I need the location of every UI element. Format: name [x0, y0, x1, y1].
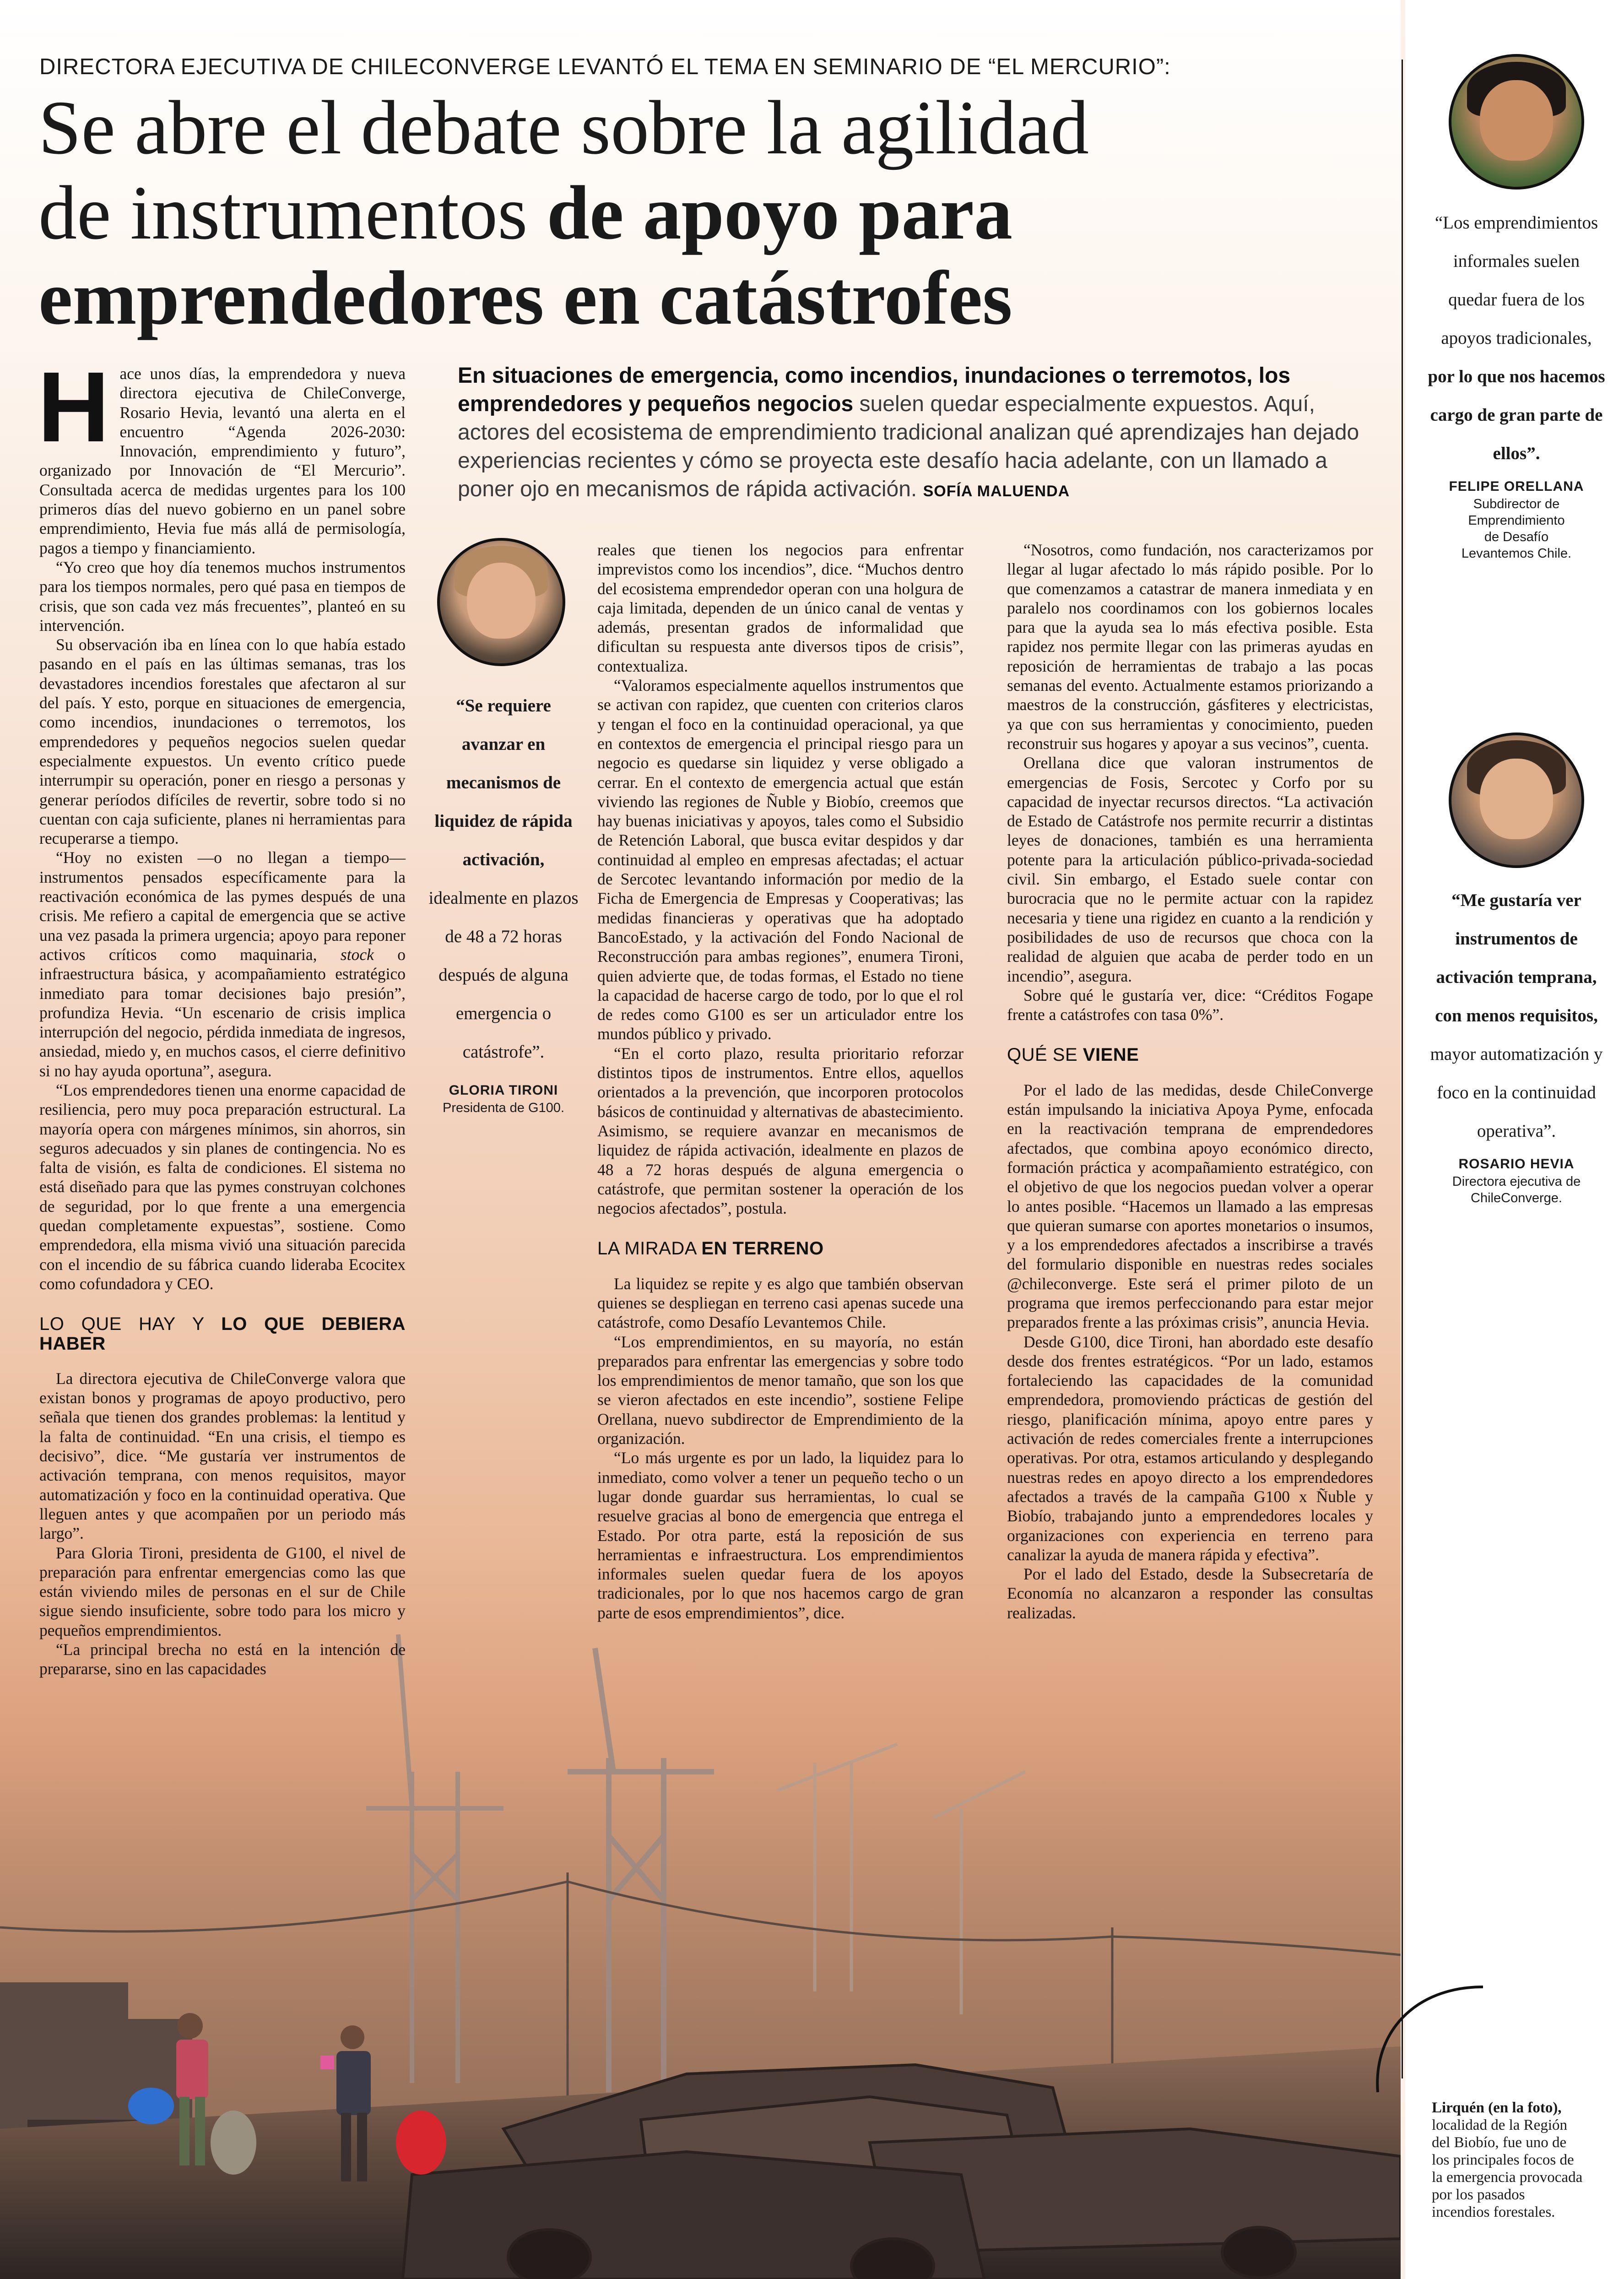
lede: [458, 362, 1369, 505]
article-column-4: [1007, 540, 1373, 1622]
byline: SOFÍA MALUENDA: [923, 483, 1070, 500]
paragraph: “En el corto plazo, resulta prioritario reforzar distintos tipos de instrumentos. Entre ellos, aquellos orientados a la prevención, que incorporen protocolos básicos de continuidad y alternativas de abastecimiento. Asimismo, se requiere avanzar en mecanismos de liquidez de rápida activación, idealmente en plazos de 48 a 72 horas después de alguna emergencia o catástrofe, que permitan sostener la operación de los negocios afectados”, postula.: [597, 1044, 964, 1218]
headline-line-2: [38, 170, 1274, 255]
paragraph: “Valoramos especialmente aquellos instrumentos que se activan con rapidez, que cuenten con criterios claros y tengan el foco en la continuidad operacional, ya que en contextos de emergencia el principal riesgo para un negocio es quedarse sin liquidez y verse obligado a cerrar. En el contexto de emergencia actual que están viviendo las regiones de Ñuble y Biobío, creemos que hay buenas iniciativas y apoyos, tales como el Subsidio de Retención Laboral, que busca evitar despidos y dar continuidad al empleo en empresas afectadas; el actuar de Sercotec levantando información por medio de la Ficha de Emergencia de Empresas y Cooperativas; las medidas financieras y operativas que ha adoptado BancoEstado, y la activación del Fondo Nacional de Reconstrucción para ambas regiones”, enumera Tironi, quien advierte que, de todas formas, el Estado no tiene la capacidad de hacerse cargo de todo, por lo que el rol de redes como G100 es ser un articulador entre los mundos público y privado.: [597, 676, 964, 1043]
paragraph: Por el lado del Estado, desde la Subsecretaría de Economía no alcanzaron a responder las consultas realizadas.: [1007, 1565, 1373, 1622]
photo-gloria-tironi: [437, 538, 565, 666]
quote-text: mayor automatización y foco en la continuidad operativa”.: [1430, 1044, 1603, 1141]
quote-bold: por lo que nos hacemos cargo de gran parte de ellos”.: [1428, 367, 1605, 463]
quote-text: idealmente en plazos de 48 a 72 horas después de alguna emergencia o catástrofe”.: [428, 888, 579, 1062]
paragraph: Desde G100, dice Tironi, han abordado este desafío desde dos frentes estratégicos. “Por un lado, estamos fortaleciendo las capacidades de la comunidad emprendedora, promoviendo prácticas de gestión del riesgo, planificación mínima, apoyo entre pares y activación de redes comerciales frente a interrupciones operativas. Por otra, estamos articulando y desplegando nuestras redes en apoyo directo a los emprendedores afectados a través de la campaña G100 x Ñuble y Biobío, trabajando junto a emprendedores locales y organizaciones con experiencia en terreno para canalizar la ayuda de manera rápida y efectiva”.: [1007, 1332, 1373, 1564]
paragraph: “La principal brecha no está en la intención de prepararse, sino en las capacidades: [39, 1640, 406, 1678]
quote-attribution-role: Directora ejecutiva de ChileConverge.: [1452, 1174, 1581, 1205]
subhead-bold: VIENE: [1083, 1045, 1139, 1065]
lede-bold: En situaciones de emergencia, como incendios, inundaciones o terremotos, los emprendedores y pequeños negocios: [458, 364, 1291, 416]
quote-attribution-name: ROSARIO HEVIA: [1458, 1156, 1575, 1172]
headline-line-3-bold: emprendedores en catástrofes: [38, 255, 1012, 341]
paragraph: [39, 848, 406, 1080]
paragraph: [38, 352, 406, 558]
quote-attribution-name: FELIPE ORELLANA: [1449, 479, 1584, 494]
column-divider: [1402, 60, 1403, 2078]
subhead-regular: QUÉ SE: [1007, 1045, 1083, 1065]
subhead-la-mirada: [597, 1239, 964, 1258]
paragraph: Su observación iba en línea con lo que había estado pasando en el país en las últimas semanas, tras los devastadores incendios forestales que afectaron al sur del país. Y esto, porque en situaciones de emergencia, como incendios, inundaciones o terremotos, los emprendedores y pequeños negocios suelen quedar especialmente expuestos. Un evento crítico puede interrumpir su operación, poner en riesgo a personas y generar períodos difíciles de revertir, sobre todo si no cuentan con caja suficiente, planes ni herramientas para recuperarse a tiempo.: [39, 635, 406, 848]
paragraph: Orellana dice que valoran instrumentos de emergencias de Fosis, Sercotec y Corfo por su capacidad de inyectar recursos directos. “La activación de Estado de Catástrofe nos permite recurrir a distintas leyes de donaciones, también es una herramienta potente para la articulación público-privada-sociedad civil. Sin embargo, el Estado suele contar con burocracia que no le permite actuar con la rapidez necesaria y tiene una rigidez en cuanto a la rendición y posibilidades de uso de recursos que choca con la realidad de alguien que acaba de perder todo en un incendio”, asegura.: [1007, 754, 1373, 985]
headline: [38, 85, 1274, 341]
paragraph: La liquidez se repite y es algo que también observan quienes se despliegan en terreno casi apenas sucede una catástrofe, como Desafío Levantemos Chile.: [597, 1274, 964, 1332]
paragraph: Por el lado de las medidas, desde ChileConverge están impulsando la iniciativa Apoya Pyme, enfocada en la reactivación temprana de emprendedores afectados, que combina apoyo económico directo, formación práctica y acompañamiento estratégico, con el objetivo de que los negocios puedan volver a operar lo antes posible. “Hacemos un llamado a las empresas que quieran sumarse con aportes monetarios o insumos, y a los emprendedores afectados a inscribirse a través del formulario disponible en nuestras redes sociales @chileconverge. Este será el primer piloto de un programa que iremos perfeccionando para estar mejor preparados frente a las próximas crisis”, anuncia Hevia.: [1007, 1080, 1373, 1332]
emphasis: stock: [340, 945, 374, 964]
face: [467, 563, 536, 639]
paragraph-text: “Hoy no existen —o no llegan a tiempo— instrumentos pensados específicamente para la reactivación económica de las pymes después de una crisis. Me refiero a capital de emergencia que se active una vez pasada la primera urgencia; apoyo para reponer activos críticos como maquinaria,: [39, 848, 406, 964]
fire-aftermath-photo: [0, 1579, 1401, 2279]
subhead-que-se-viene: [1007, 1045, 1373, 1064]
headline-line-3: [38, 255, 1274, 341]
face: [1480, 759, 1553, 839]
subhead-bold: EN TERRENO: [701, 1238, 824, 1259]
quote-bold: “Me gustaría ver instrumentos de activación temprana, con menos requisitos,: [1435, 890, 1598, 1026]
pull-quote-tironi: [426, 687, 581, 1116]
subhead-regular: LO QUE HAY Y: [39, 1314, 222, 1335]
lede-text: suelen quedar especialmente expuestos. Aquí, actores del ecosistema de emprendimiento tradicional analizan qué aprendizajes han dejado experiencias recientes y cómo se proyecta este desafío hacia adelante, con un llamado a poner ojo en mecanismos de rápida activación.: [458, 392, 1359, 501]
paragraph: La directora ejecutiva de ChileConverge valora que existan bonos y programas de apoyo productivo, pero señala que tienen dos grandes problemas: la lentitud y la falta de continuidad. “En una crisis, el tiempo es decisivo”, dice. “Me gustaría ver instrumentos de activación temprana, con menos requisitos, mayor automatización y foco en la continuidad operativa. Que lleguen antes y que acompañen por un periodo más largo”.: [39, 1369, 406, 1543]
headline-line-2-regular: de instrumentos: [38, 170, 547, 255]
caption-bold: Lirquén (en la foto),: [1432, 2100, 1562, 2116]
photo-felipe-orellana: [1449, 54, 1584, 190]
paragraph-text: ace unos días, la emprendedora y nueva directora ejecutiva de ChileConverge, Rosario Hevia, levantó una alerta en el encuentro “Agenda 2026-2030: Innovación, emprendimiento y futuro”, organizado por Innovación de “El Mercurio”. Consultada acerca de medidas urgentes para los 100 primeros días del nuevo gobierno en un panel sobre emprendimiento, Hevia fue más allá de permisología, pagos a tiempo y financiamiento.: [39, 364, 406, 557]
headline-line-1: Se abre el debate sobre la agilidad: [38, 85, 1089, 170]
quote-bold: “Se requiere avanzar en mecanismos de liquidez de rápida activación,: [434, 696, 573, 869]
subhead-regular: LA MIRADA: [597, 1238, 702, 1259]
headline-line-2-bold: de apoyo para: [547, 170, 1012, 255]
subhead-lo-que-hay: [39, 1314, 406, 1353]
kicker: DIRECTORA EJECUTIVA DE CHILECONVERGE LEVANTÓ EL TEMA EN SEMINARIO DE “EL MERCURIO”:: [39, 54, 1171, 79]
article-column-1: [38, 352, 406, 1679]
quote-attribution-role: Presidenta de G100.: [442, 1101, 564, 1115]
subhead-bold: LO QUE DEBIERA HABER: [39, 1314, 406, 1354]
paragraph: “Nosotros, como fundación, nos caracterizamos por llegar al lugar afectado lo más rápido posible. Por lo que comenzamos a catastrar de manera inmediata y en paralelo nos coordinamos con los gobiernos locales para que la ayuda sea lo más efectiva posible. Esta rapidez nos permite llegar con las primeras ayudas en reposición de herramientas de trabajo a las pocas semanas del evento. Actualmente estamos priorizando a maestros de la construcción, gásfiteres y electricistas, ya que con sus herramientas y conocimiento, pueden reconstruir sus hogares y apoyar a sus vecinos”, cuenta.: [1007, 541, 1373, 753]
paragraph: “Yo creo que hoy día tenemos muchos instrumentos para los tiempos normales, pero qué pasa en tiempos de crisis, que son cada vez más frecuentes”, planteó en su intervención.: [39, 558, 406, 635]
caption-arc: [1364, 1978, 1501, 2097]
paragraph: Para Gloria Tironi, presidenta de G100, el nivel de preparación para enfrentar emergencias como las que están viviendo miles de personas en el sur de Chile sigue siendo insuficiente, sobre todo para los micro y pequeños emprendimientos.: [39, 1543, 406, 1639]
photo-rosario-hevia: [1449, 733, 1584, 868]
paragraph: Sobre qué le gustaría ver, dice: “Créditos Fogape frente a catástrofes con tasa 0%”.: [1007, 986, 1373, 1024]
paragraph-text: o infraestructura básica, y acompañamiento estratégico inmediato para tomar decisiones bajo presión”, profundiza Hevia. “Un escenario de crisis implica interrupción del negocio, pérdida inmediata de ingresos, ansiedad, miedo y, en muchos casos, el cierre definitivo si no hay ayuda oportuna”, asegura.: [39, 945, 406, 1080]
paragraph: “Lo más urgente es por un lado, la liquidez para lo inmediato, como volver a tener un pequeño techo o un lugar donde guardar sus herramientas, lo cual se resuelve gracias al bono de emergencia que entrega el Estado. Por otra parte, está la reposición de sus herramientas e infraestructura. Los emprendimientos informales suelen quedar fuera de los apoyos tradicionales, por lo que nos hacemos cargo de gran parte de esos emprendimientos”, dice.: [597, 1449, 964, 1622]
drop-cap: H: [38, 352, 110, 463]
quote-text: “Los emprendimientos informales suelen quedar fuera de los apoyos tradicionales,: [1435, 213, 1598, 348]
paragraph: reales que tienen los negocios para enfrentar imprevistos como los incendios”, dice. “Muchos dentro del ecosistema emprendedor operan con una holgura de caja limitada, dependen de un único canal de ventas y además, presentan grados de informalidad que dificultan su respuesta ante diversos tipos de crisis”, contextualiza.: [597, 541, 964, 675]
paragraph: “Los emprendedores tienen una enorme capacidad de resiliencia, pero muy poca preparación estructural. La mayoría opera con márgenes mínimos, sin ahorros, sin seguros adecuados y sin planes de contingencia. No es falta de visión, es falta de condiciones. El sistema no está diseñado para que las pymes construyan colchones de seguridad, por lo que frente a una emergencia quedan completamente expuestas”, sostiene. Como emprendedora, ella misma vivió una situación parecida con el incendio de su fábrica cuando lideraba Ecocitex como cofundadora y CEO.: [39, 1080, 406, 1293]
article-column-3: [597, 540, 964, 1622]
pull-quote-hevia: [1427, 881, 1606, 1206]
quote-attribution-role: Subdirector de Emprendimiento de Desafío Levantemos Chile.: [1461, 497, 1572, 561]
quote-attribution-name: GLORIA TIRONI: [449, 1083, 558, 1098]
pull-quote-orellana: [1427, 204, 1606, 562]
caption-text: localidad de la Región del Biobío, fue uno de los principales focos de la emergencia provocada por los pasados incendios forestales.: [1432, 2117, 1583, 2220]
photo-caption: [1432, 2099, 1583, 2221]
face: [1480, 80, 1553, 161]
paragraph: “Los emprendimientos, en su mayoría, no están preparados para enfrentar las emergencias y sobre todo los emprendimientos de menor tamaño, que son los que se vieron afectados en este incendio”, sostiene Felipe Orellana, nuevo subdirector de Emprendimiento de la organización.: [597, 1332, 964, 1448]
